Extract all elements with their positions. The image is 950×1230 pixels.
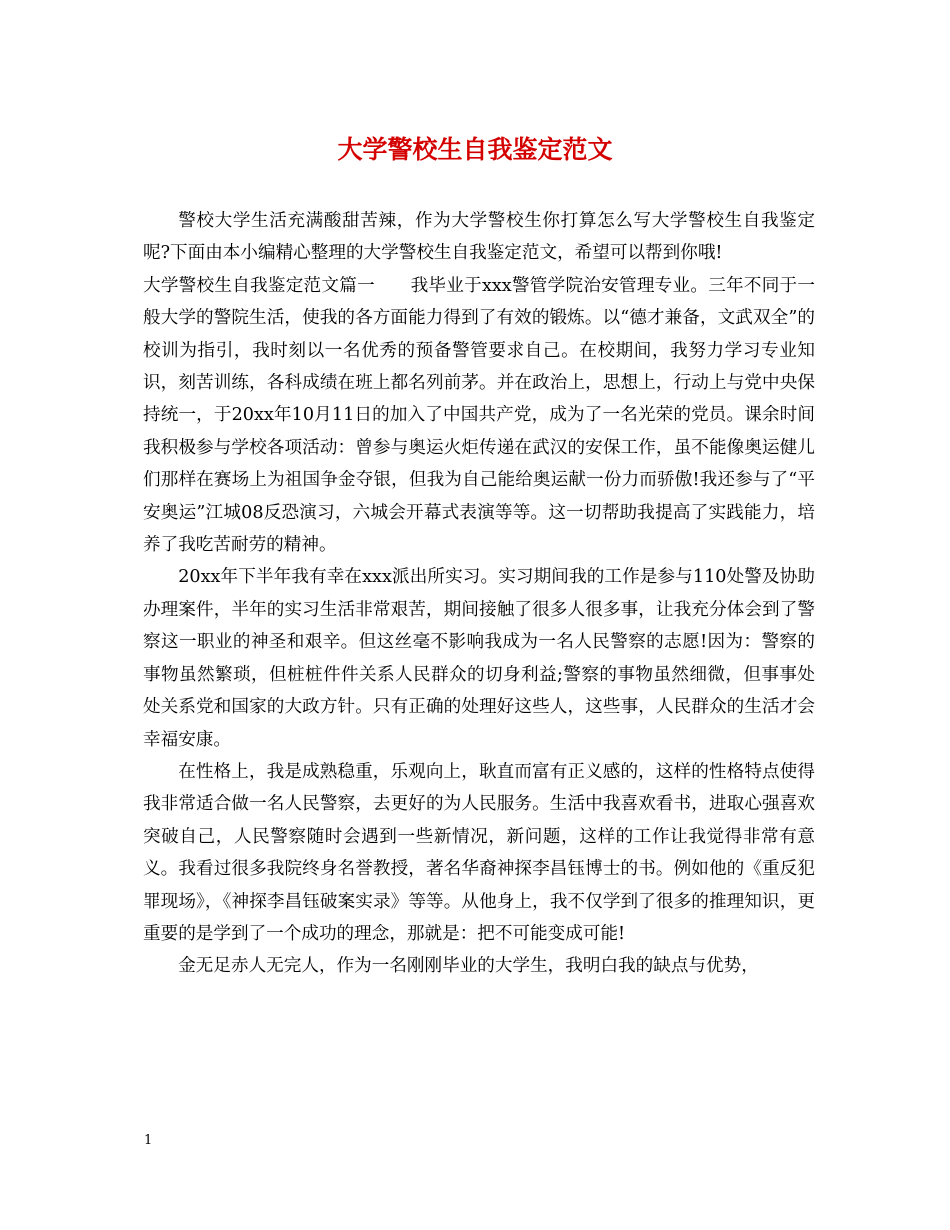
paragraph-section-one: 大学警校生自我鉴定范文篇一 我毕业于xxx警管学院治安管理专业。三年不同于一般大学的警院生活，使我的各方面能力得到了有效的锻炼。以“德才兼备，文武双全”的校训为指引，我时刻以一名优秀的预备警管要求自己。在校期间，我努力学习专业知识，刻苦训练，各科成绩在班上都名列前茅。并在政治上，思想上，行动上与党中央保持统一，于20xx年10月11日的加入了中国共产党，成为了一名光荣的党员。课余时间我积极参与学校各项活动：曾参与奥运火炬传递在武汉的安保工作，虽不能像奥运健儿们那样在赛场上为祖国争金夺银，但我为自己能给奥运献一份力而骄傲!我还参与了“平安奥运”江城08反恐演习，六城会开幕式表演等等。这一切帮助我提高了实践能力，培养了我吃苦耐劳的精神。 <box>143 275 815 556</box>
document-body <box>143 205 815 983</box>
paragraph-intro: 警校大学生活充满酸甜苦辣，作为大学警校生你打算怎么写大学警校生自我鉴定呢?下面由本小编精心整理的大学警校生自我鉴定范文，希望可以帮到你哦! <box>143 211 815 264</box>
paragraph-internship: 20xx年下半年我有幸在xxx派出所实习。实习期间我的工作是参与110处警及协助办理案件，半年的实习生活非常艰苦，期间接触了很多人很多事，让我充分体会到了警察这一职业的神圣和艰辛。但这丝毫不影响我成为一名人民警察的志愿!因为：警察的事物虽然繁琐，但桩桩件件关系人民群众的切身利益;警察的事物虽然细微，但事事处处关系党和国家的大政方针。只有正确的处理好这些人，这些事，人民群众的生活才会幸福安康。 <box>143 567 815 750</box>
page-number: 1 <box>144 1133 153 1148</box>
paragraph-personality: 在性格上，我是成熟稳重，乐观向上，耿直而富有正义感的，这样的性格特点使得我非常适合做一名人民警察，去更好的为人民服务。生活中我喜欢看书，进取心强喜欢突破自己，人民警察随时会遇到一些新情况，新问题，这样的工作让我觉得非常有意义。我看过很多我院终身名誉教授，著名华裔神探李昌钰博士的书。例如他的《重反犯罪现场》，《神探李昌钰破案实录》等等。从他身上，我不仅学到了很多的推理知识，更重要的是学到了一个成功的理念，那就是：把不可能变成可能! <box>143 761 815 944</box>
document-title: 大学警校生自我鉴定范文 <box>337 135 613 164</box>
paragraph-strengths: 金无足赤人无完人，作为一名刚刚毕业的大学生，我明白我的缺点与优势， <box>178 956 759 977</box>
